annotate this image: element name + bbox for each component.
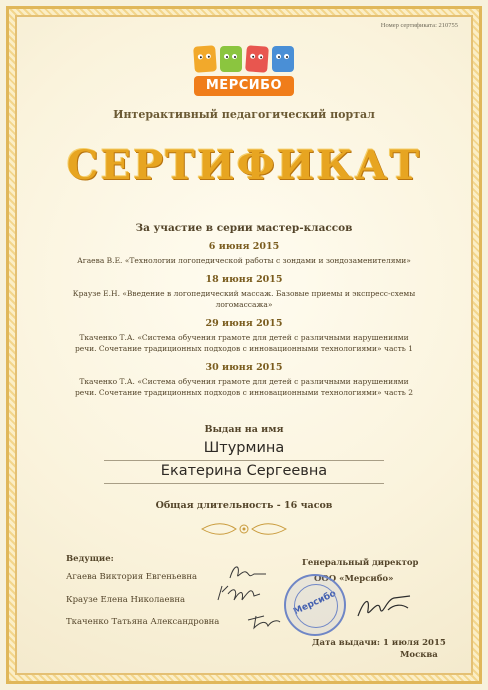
name-underline — [104, 483, 384, 484]
event-date: 6 июня 2015 — [208, 241, 280, 252]
event-date: 18 июня 2015 — [205, 274, 283, 285]
director-title: Генеральный директор — [302, 558, 419, 568]
duration: Общая длительность - 16 часов — [155, 500, 333, 511]
director-signature — [354, 590, 414, 626]
event-description: речи. Сочетание традиционных подходов с инновационными технологиями» часть 2 — [74, 388, 414, 397]
name-underline — [104, 460, 384, 461]
recipient-name: Екатерина Сергеевна — [160, 463, 328, 479]
event-description: речи. Сочетание традиционных подходов с инновационными технологиями» часть 1 — [74, 344, 414, 353]
presenter-signatures — [208, 556, 288, 638]
mersibo-logo — [192, 46, 296, 100]
director-company: ООО «Мерсибо» — [314, 574, 394, 584]
city: Москва — [400, 650, 438, 660]
presenter-name: Ткаченко Татьяна Александровна — [66, 617, 220, 627]
portal-name: Интерактивный педагогический портал — [113, 108, 375, 121]
presenters-label: Ведущие: — [66, 554, 114, 564]
event-date: 29 июня 2015 — [205, 318, 283, 329]
certificate-title: СЕРТИФИКАТ — [66, 142, 422, 189]
subtitle: За участие в серии мастер-классов — [135, 222, 353, 234]
event-date: 30 июня 2015 — [205, 362, 283, 373]
logo-block-green — [220, 46, 242, 72]
certificate-number: Номер сертификата: 210755 — [380, 22, 458, 29]
recipient-surname: Штурмина — [203, 440, 285, 456]
company-stamp — [284, 574, 346, 636]
logo-wordmark: МЕРСИБО — [194, 76, 294, 96]
event-description: Ткаченко Т.А. «Система обучения грамоте для детей с различными нарушениями — [79, 377, 409, 386]
event-description: логомассажа» — [215, 300, 273, 309]
event-description: Краузе Е.Н. «Введение в логопедический массаж. Базовые приемы и экспресс-схемы — [72, 289, 416, 298]
presenter-name: Краузе Елена Николаевна — [66, 595, 186, 605]
issued-to-label: Выдан на имя — [204, 424, 284, 435]
logo-block-blue — [272, 46, 294, 72]
event-description: Ткаченко Т.А. «Система обучения грамоте для детей с различными нарушениями — [79, 333, 409, 342]
presenter-name: Агаева Виктория Евгеньевна — [66, 572, 198, 582]
ornament-divider — [200, 520, 288, 538]
issue-date: Дата выдачи: 1 июля 2015 — [312, 638, 446, 648]
logo-block-orange — [193, 45, 217, 72]
event-description: Агаева В.Е. «Технологии логопедической работы с зондами и зондозаменителями» — [77, 256, 411, 265]
logo-block-red — [245, 45, 269, 72]
stamp-text: Мерсибо — [292, 588, 338, 618]
